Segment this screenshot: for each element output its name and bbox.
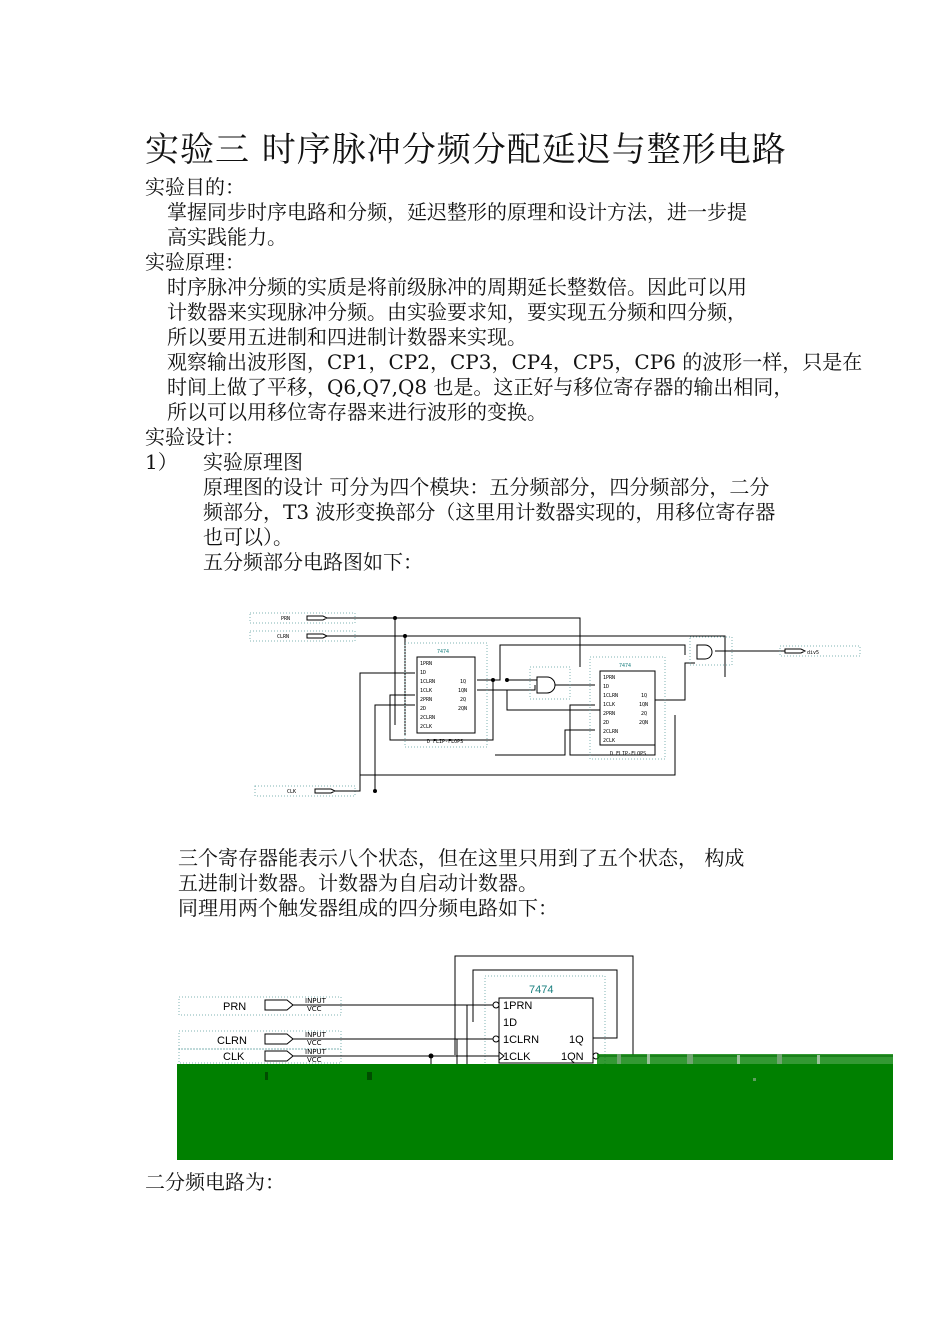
principle-text: 时间上做了平移，Q6,Q7,Q8 也是。这正好与移位寄存器的输出相同， (167, 375, 794, 399)
five-divider-schematic (245, 605, 865, 805)
svg-text:1CLK: 1CLK (603, 702, 616, 708)
svg-text:1CLRN: 1CLRN (503, 1034, 540, 1046)
input-label-clrn: CLRN (277, 634, 290, 640)
principle-text: 计数器来实现脉冲分频。由实验要求知，要实现五分频和四分频， (167, 300, 747, 324)
svg-text:VCC: VCC (307, 1056, 322, 1064)
svg-text:CLRN (217, 1035, 247, 1047)
four-divider-schematic (177, 950, 893, 1160)
svg-text:1D: 1D (420, 670, 427, 676)
svg-text:D FLIP-FLOPS (427, 739, 463, 745)
svg-text:INPUT: INPUT (305, 997, 326, 1005)
svg-text:2PRN: 2PRN (603, 711, 616, 717)
svg-text:1CLK: 1CLK (420, 688, 433, 694)
svg-text:1PRN: 1PRN (503, 1000, 533, 1012)
svg-text:CLK (223, 1051, 245, 1063)
two-divider-heading: 二分频电路为： (145, 1170, 285, 1194)
and-gate-2 (697, 645, 712, 659)
svg-text:1PRN: 1PRN (420, 661, 433, 667)
input-label-clk: CLK (223, 1051, 245, 1063)
chip1-body (417, 657, 475, 733)
design-text: 五分频部分电路图如下： (203, 550, 423, 574)
svg-text:2CLRN: 2CLRN (420, 715, 436, 721)
document-title: 实验三 时序脉冲分频分配延迟与整形电路 (145, 130, 787, 170)
chip1-footer: D FLIP-FLOPS (427, 739, 464, 745)
svg-text:2CLRN: 2CLRN (603, 729, 619, 735)
principle-text: 所以可以用移位寄存器来进行波形的变换。 (167, 400, 547, 424)
purpose-text: 掌握同步时序电路和分频，延迟整形的原理和设计方法，进一步提 (167, 200, 747, 224)
output-label: div5 (807, 650, 820, 656)
svg-text:2QN: 2QN (639, 720, 649, 726)
svg-text:INPUT: INPUT (305, 1031, 326, 1039)
item-title: 实验原理图 (203, 450, 303, 474)
svg-text:1Q: 1Q (641, 693, 648, 699)
svg-text:2PRN: 2PRN (420, 697, 433, 703)
output-box (780, 646, 860, 656)
analysis-text: 三个寄存器能表示八个状态，但在这里只用到了五个状态， 构成 (178, 846, 745, 870)
design-text: 原理图的设计 可分为四个模块：五分频部分，四分频部分，二分 (203, 475, 770, 499)
design-text: 也可以）。 (203, 525, 293, 549)
svg-text:VCC: VCC (307, 1039, 322, 1047)
and-gate-frame (530, 667, 570, 699)
svg-text:7474 (437, 649, 449, 655)
svg-text:1QN: 1QN (639, 702, 649, 708)
analysis-text: 五进制计数器。计数器为自启动计数器。 (178, 871, 538, 895)
svg-text:1Q: 1Q (460, 679, 467, 685)
principle-text: 时序脉冲分频的实质是将前级脉冲的周期延长整数倍。因此可以用 (167, 275, 747, 299)
svg-text:1CLRN: 1CLRN (420, 679, 436, 685)
design-text: 频部分，T3 波形变换部分（这里用计数器实现的，用移位寄存器 (203, 500, 776, 524)
svg-text:2CLK: 2CLK (420, 724, 433, 730)
svg-text:2Q: 2Q (460, 697, 467, 703)
svg-text:1D: 1D (603, 684, 610, 690)
principle-text: 观察输出波形图，CP1，CP2，CP3，CP4，CP5，CP6 的波形一样，只是在 (167, 350, 863, 374)
svg-text:VCC: VCC (307, 1005, 322, 1013)
svg-text:2QN: 2QN (458, 706, 468, 712)
svg-text:1D: 1D (503, 1017, 518, 1029)
svg-text:2Q: 2Q (641, 711, 648, 717)
purpose-text: 高实践能力。 (167, 225, 287, 249)
principle-text: 所以要用五进制和四进制计数器来实现。 (167, 325, 527, 349)
chip-name: 7474 (529, 984, 554, 996)
svg-text:2D: 2D (603, 720, 610, 726)
svg-text:INPUT: INPUT (305, 1048, 326, 1056)
svg-text:1PRN: 1PRN (603, 675, 616, 681)
svg-text:1CLRN: 1CLRN (603, 693, 619, 699)
and-gate-1 (537, 677, 555, 693)
svg-text:CLRN (277, 634, 289, 640)
svg-text:1Q: 1Q (569, 1034, 584, 1046)
green-occlusion (177, 1064, 893, 1160)
svg-text:div5 (807, 650, 819, 656)
svg-text:7474 (529, 984, 553, 996)
principle-heading: 实验原理： (145, 250, 245, 274)
svg-text:2CLK: 2CLK (603, 738, 616, 744)
chip1-name: 7474 (437, 649, 450, 655)
svg-text:CLK (287, 789, 296, 795)
input-label-clrn: CLRN (217, 1035, 247, 1047)
purpose-heading: 实验目的： (145, 175, 245, 199)
svg-text:2D: 2D (420, 706, 427, 712)
design-heading: 实验设计： (145, 425, 245, 449)
svg-text:1CLK: 1CLK (503, 1051, 531, 1063)
svg-text:D FLIP-FLOPS (610, 751, 646, 757)
analysis-text: 同理用两个触发器组成的四分频电路如下： (178, 896, 558, 920)
svg-text:PRN (281, 616, 290, 622)
input-label-prn: PRN (223, 1001, 247, 1013)
input-label-prn: PRN (281, 616, 291, 622)
svg-text:PRN (223, 1001, 246, 1013)
svg-text:7474 (619, 663, 631, 669)
input-label-clk: CLK (287, 789, 297, 795)
svg-text:1QN: 1QN (561, 1051, 584, 1063)
chip2-name: 7474 (619, 663, 632, 669)
list-number: 1） (145, 450, 178, 474)
svg-text:1QN: 1QN (458, 688, 468, 694)
chip2-footer: D FLIP-FLOPS (610, 751, 647, 757)
